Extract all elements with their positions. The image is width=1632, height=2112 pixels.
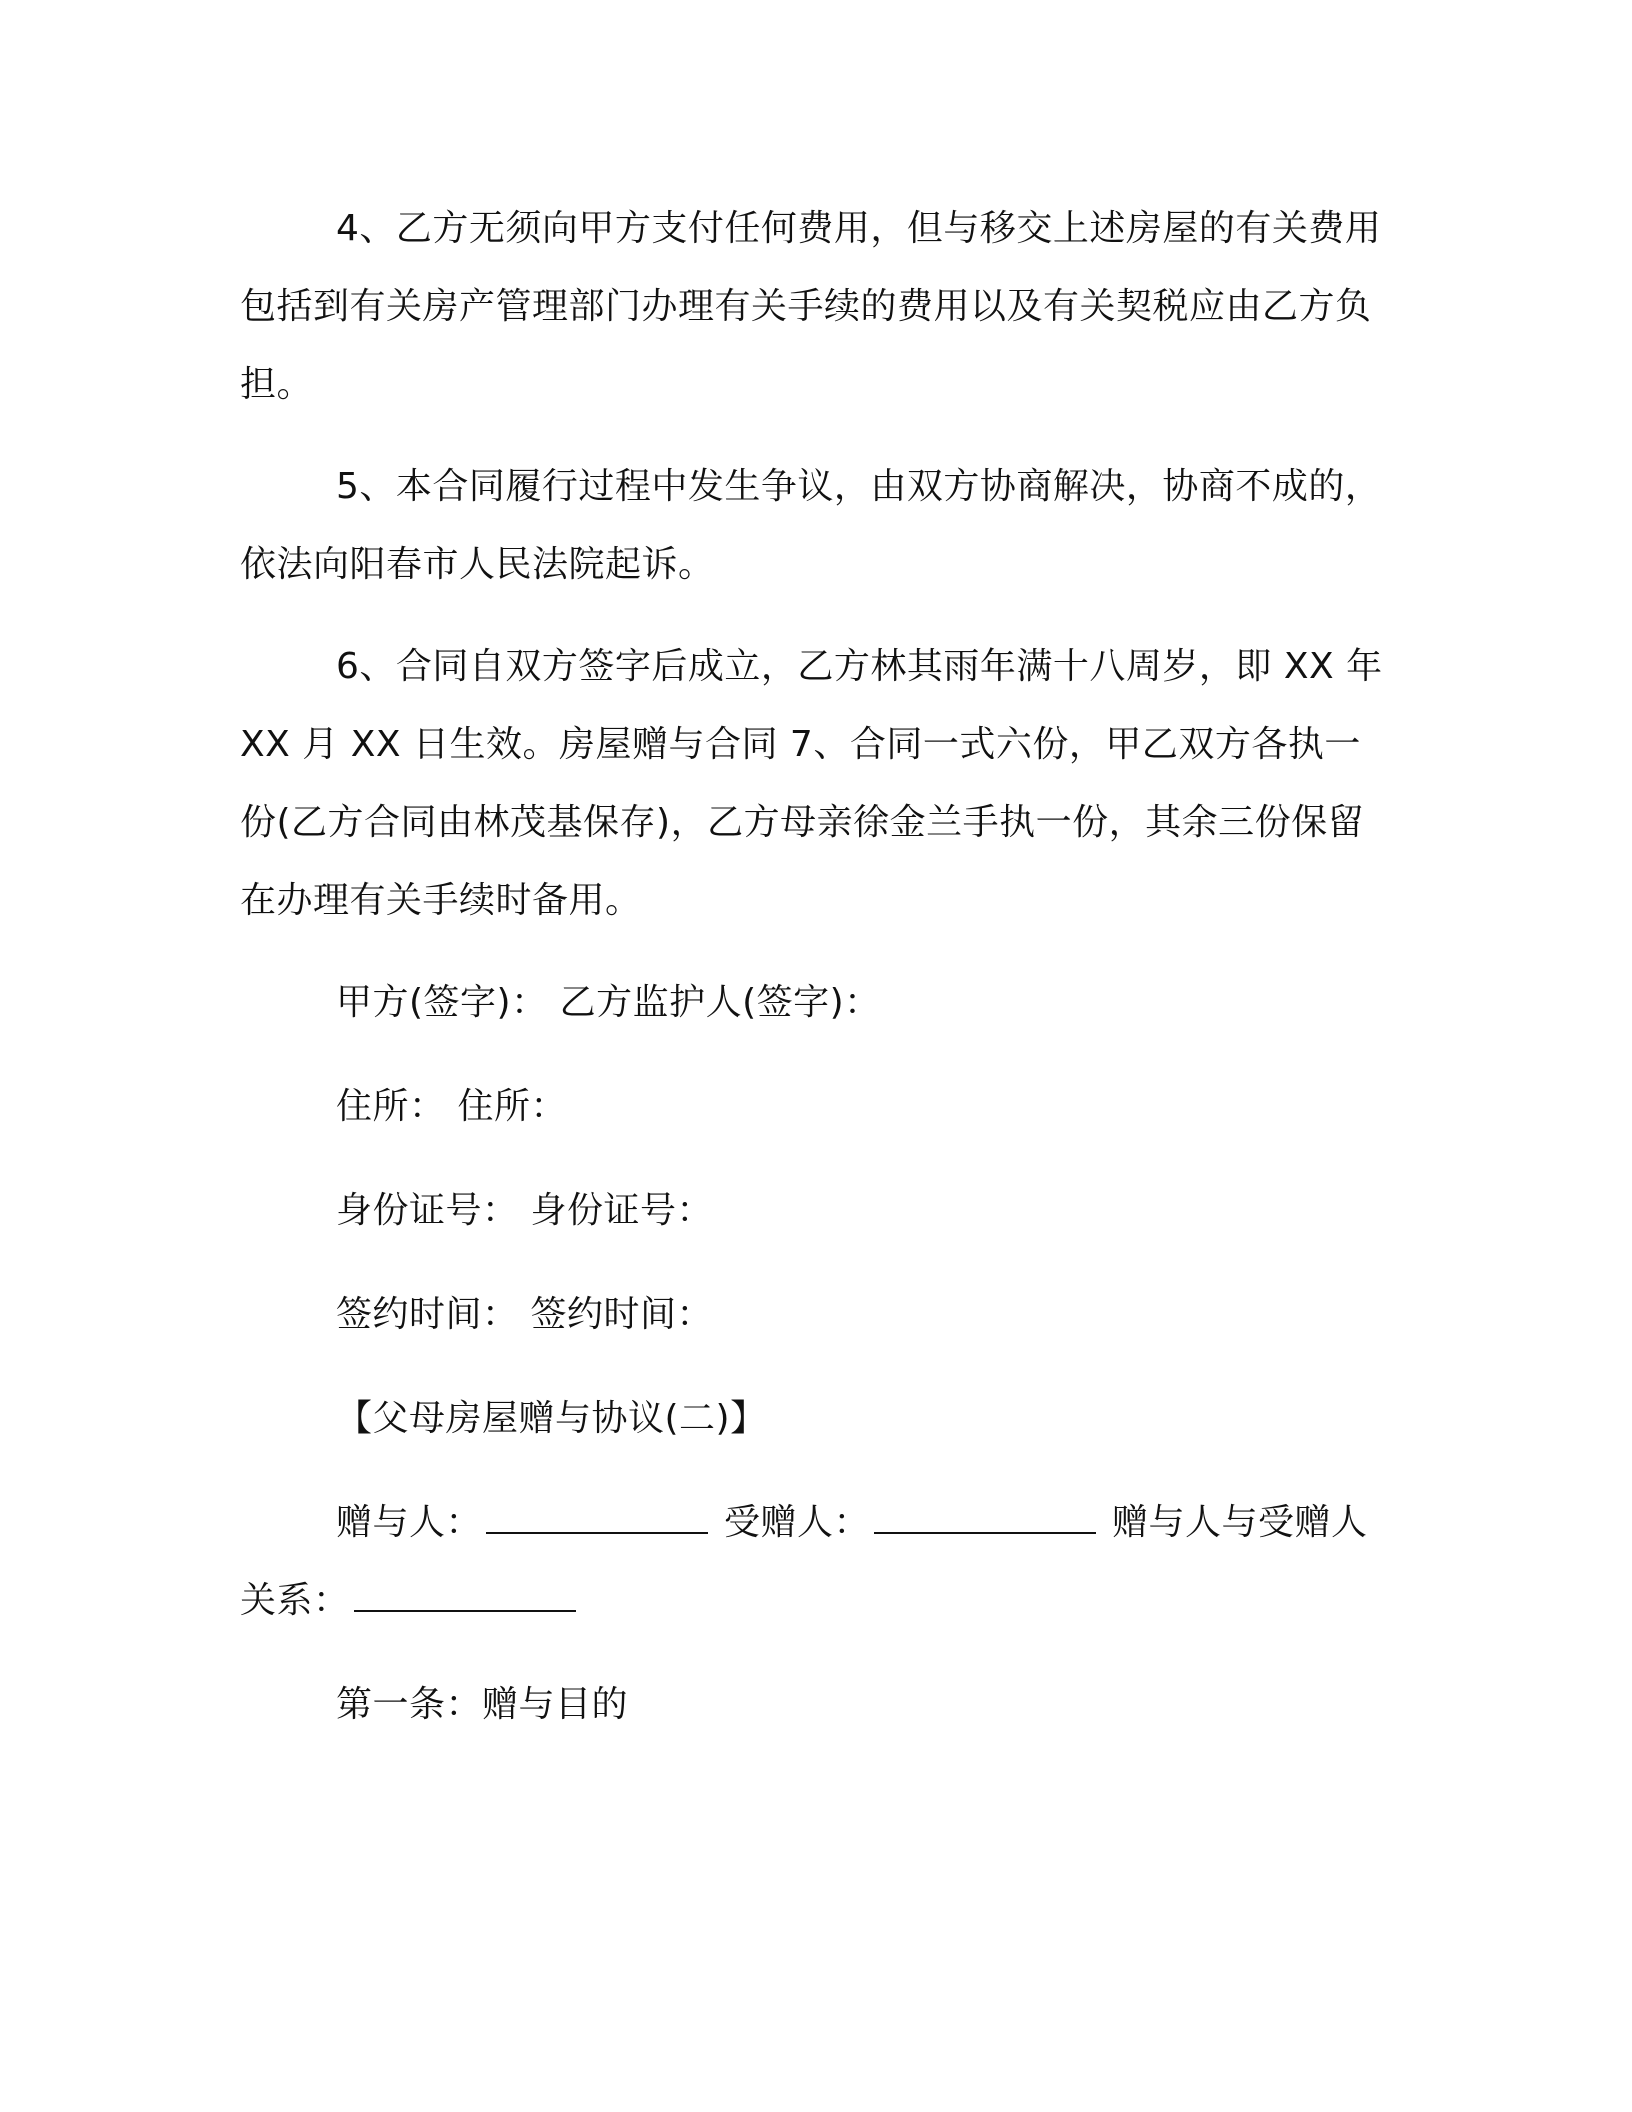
- donee-blank: [874, 1506, 1096, 1534]
- clause-5: 5、本合同履行过程中发生争议，由双方协商解决，协商不成的，依法向阳春市人民法院起诉。: [240, 466, 1382, 585]
- party-b-id-label: 身份证号：: [530, 1190, 714, 1231]
- address-row: [240, 1068, 1390, 1146]
- party-a-id-label: 身份证号：: [336, 1190, 519, 1231]
- party-b-guardian-signature-label: 乙方监护人(签字)：: [559, 982, 881, 1023]
- clause-6: 6、合同自双方签字后成立，乙方林其雨年满十八周岁，即 XX 年 XX 月 XX 日生效。房屋赠与合同 7、合同一式六份，甲乙双方各执一份(乙方合同由林茂基保存)，乙方母亲徐金兰手执一份，其余三份保留在办理有关手续时备用。: [240, 646, 1383, 921]
- clause-4: 4、乙方无须向甲方支付任何费用，但与移交上述房屋的有关费用包括到有关房产管理部门办理有关手续的费用以及有关契税应由乙方负担。: [240, 208, 1382, 405]
- party-b-address-label: 住所：: [457, 1086, 568, 1127]
- donor-blank: [486, 1506, 708, 1534]
- relation-label-part1: 赠与人与受赠人: [1111, 1502, 1368, 1543]
- donor-donee-line: [240, 1484, 1390, 1640]
- relation-blank: [354, 1584, 576, 1612]
- party-b-date-label: 签约时间：: [530, 1294, 714, 1335]
- signing-date-row: [240, 1276, 1390, 1354]
- signature-row: [240, 964, 1390, 1042]
- document-body: [240, 190, 1390, 1770]
- party-a-date-label: 签约时间：: [336, 1294, 519, 1335]
- id-number-row: [240, 1172, 1390, 1250]
- donee-label: 受赠人：: [723, 1502, 870, 1543]
- party-a-signature-label: 甲方(签字)：: [336, 982, 548, 1023]
- relation-label-part2: 关系：: [240, 1580, 350, 1621]
- article-1-heading: 第一条：赠与目的: [336, 1684, 629, 1725]
- donor-label: 赠与人：: [336, 1502, 483, 1543]
- section-2-title: 【父母房屋赠与协议(二)】: [336, 1398, 767, 1439]
- party-a-address-label: 住所：: [336, 1086, 446, 1127]
